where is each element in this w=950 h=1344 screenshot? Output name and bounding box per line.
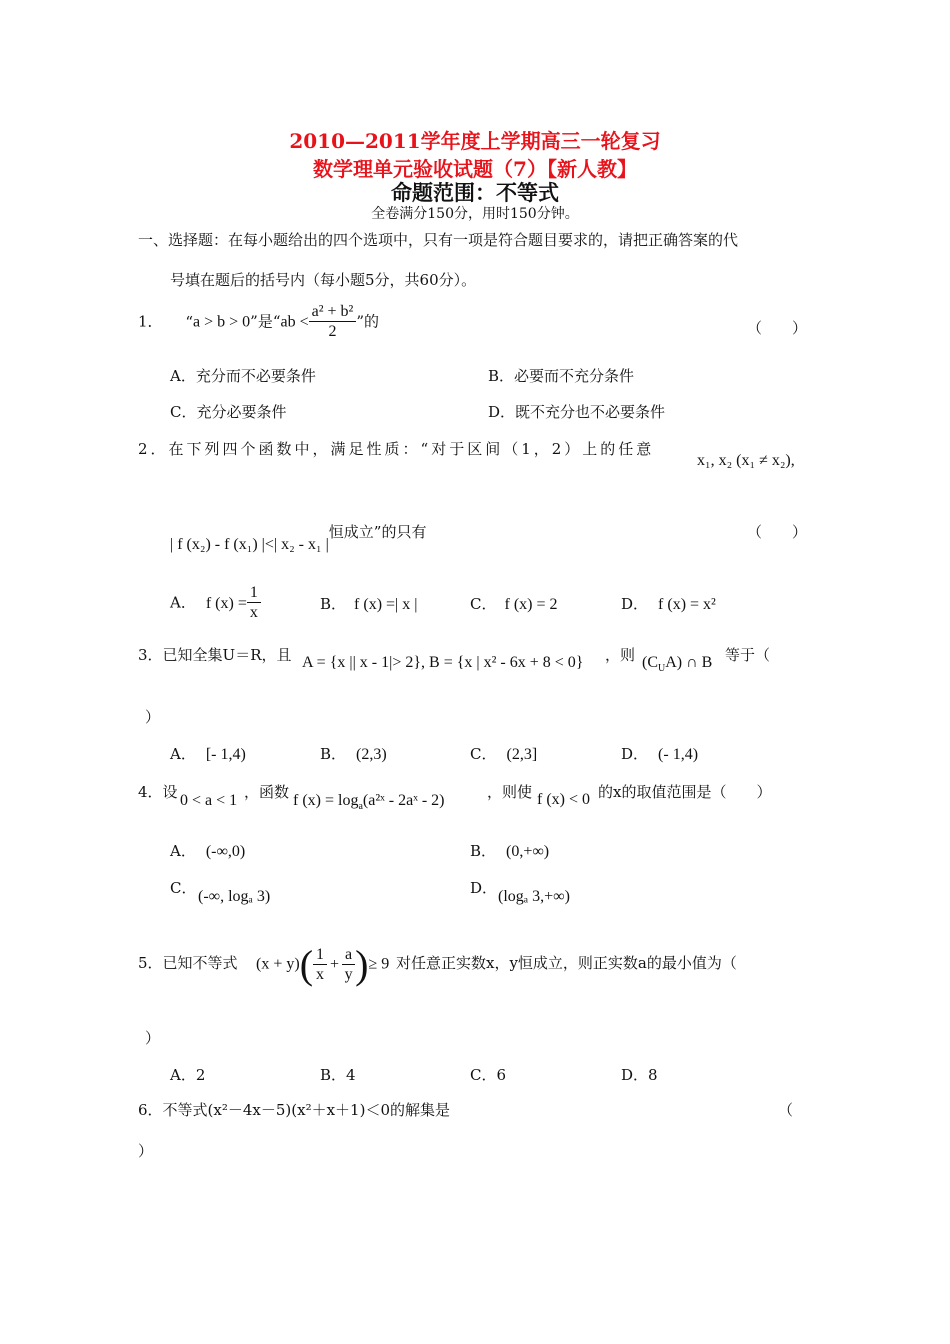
q1-option-a: A．充分而不必要条件 [170, 367, 316, 385]
q2-vars: x₁, x₂ (x₁ ≠ x₂), [697, 452, 795, 469]
q4-option-a: A． (-∞,0) [170, 842, 246, 860]
q2-option-a: A． f (x) = $\frac{1}{x}$ [170, 584, 261, 623]
q1-answer-bracket: （ ） [747, 319, 808, 337]
q4-option-d-label: D． [470, 879, 498, 897]
q1-number: 1． [138, 312, 163, 331]
q4-option-d: (logₐ 3,+∞) [498, 888, 570, 905]
q3-option-c: C． (2,3] [470, 745, 538, 763]
q5-option-a: A．2 [170, 1066, 206, 1084]
section-heading: 一、选择题：在每小题给出的四个选项中，只有一项是符合题目要求的，请把正确答案的代 [138, 231, 739, 249]
q3-option-b: B． (2,3) [320, 745, 387, 763]
section-heading-cont: 号填在题后的括号内（每小题5分，共60分）。 [170, 271, 477, 289]
question-1: 1． “a > b > 0”是“ab < $\frac{\text{a² + b²}}{2}$ ”的 [138, 303, 380, 340]
q5-expression: (x + y)( $\frac{1}{x}$ + $\frac{a}{y}$ )≥ 9 [256, 942, 390, 987]
q5-option-c: C．6 [470, 1066, 507, 1084]
question-3: 3．已知全集U＝R，且 [138, 646, 292, 664]
question-2: 2．在下列四个函数中，满足性质：“对于区间（1，2）上的任意 [138, 440, 655, 458]
q3-expression: $(C_UA)$ ∩ B [642, 654, 713, 675]
title-line-1: 2010—2011学年度上学期高三一轮复习 [289, 129, 661, 153]
q4-option-b: B． (0,+∞) [470, 842, 550, 860]
q5-option-d: D．8 [621, 1066, 658, 1084]
question-4: 4．设 [138, 783, 178, 801]
title-line-2: 数学理单元验收试题（7）【新人教】 [313, 157, 637, 181]
q1-option-b: B．必要而不充分条件 [488, 367, 635, 385]
scope-heading: 命题范围：不等式 [391, 180, 559, 205]
question-6: 6．不等式(x²－4x－5)(x²＋x＋1)＜0的解集是 [138, 1101, 450, 1119]
q2-number: 2． [138, 440, 169, 458]
q2-option-b: B． f (x) =| x | [320, 595, 418, 613]
q4-option-c: (-∞, logₐ 3) [198, 888, 271, 905]
q4-number: 4． [138, 783, 163, 801]
q3-option-a: A． [- 1,4) [170, 745, 246, 763]
q1-option-c: C．充分必要条件 [170, 403, 287, 421]
exam-info: 全卷满分150分，用时150分钟。 [371, 206, 579, 222]
q4-function: f $(x) = \log_a(a^2ˣ$ - 2aˣ - 2) [293, 792, 445, 813]
q3-sets: A = {x || x - 1|> 2}, B = {x | x² - 6x + 8 < 0} [302, 654, 584, 671]
question-5: 5．已知不等式 [138, 954, 238, 972]
q3-option-d: D． (- 1,4) [621, 745, 699, 763]
q2-condition: | f (x₂) - f (x₁) |<| x₂ - x₁ |恒成立”的只有 [170, 523, 427, 553]
q1-fraction: $\frac{\text{a² + b²}}{2}$ [309, 303, 357, 342]
q2-answer-bracket: （ ） [747, 523, 808, 541]
q4-condition-2: f (x) < 0 [537, 791, 591, 808]
q3-number: 3． [138, 646, 163, 664]
q1-condition: a > b > 0 [193, 313, 251, 331]
q6-number: 6． [138, 1101, 163, 1119]
q5-option-b: B．4 [320, 1066, 356, 1084]
q2-option-d: D． f (x) = x² [621, 595, 716, 613]
q5-number: 5． [138, 954, 163, 972]
q4-option-c-label: C． [170, 879, 197, 897]
q1-option-d: D．既不充分也不必要条件 [488, 403, 666, 421]
q4-condition: 0 < a < 1 [180, 792, 238, 809]
q2-option-c: C． f (x) = 2 [470, 595, 558, 613]
